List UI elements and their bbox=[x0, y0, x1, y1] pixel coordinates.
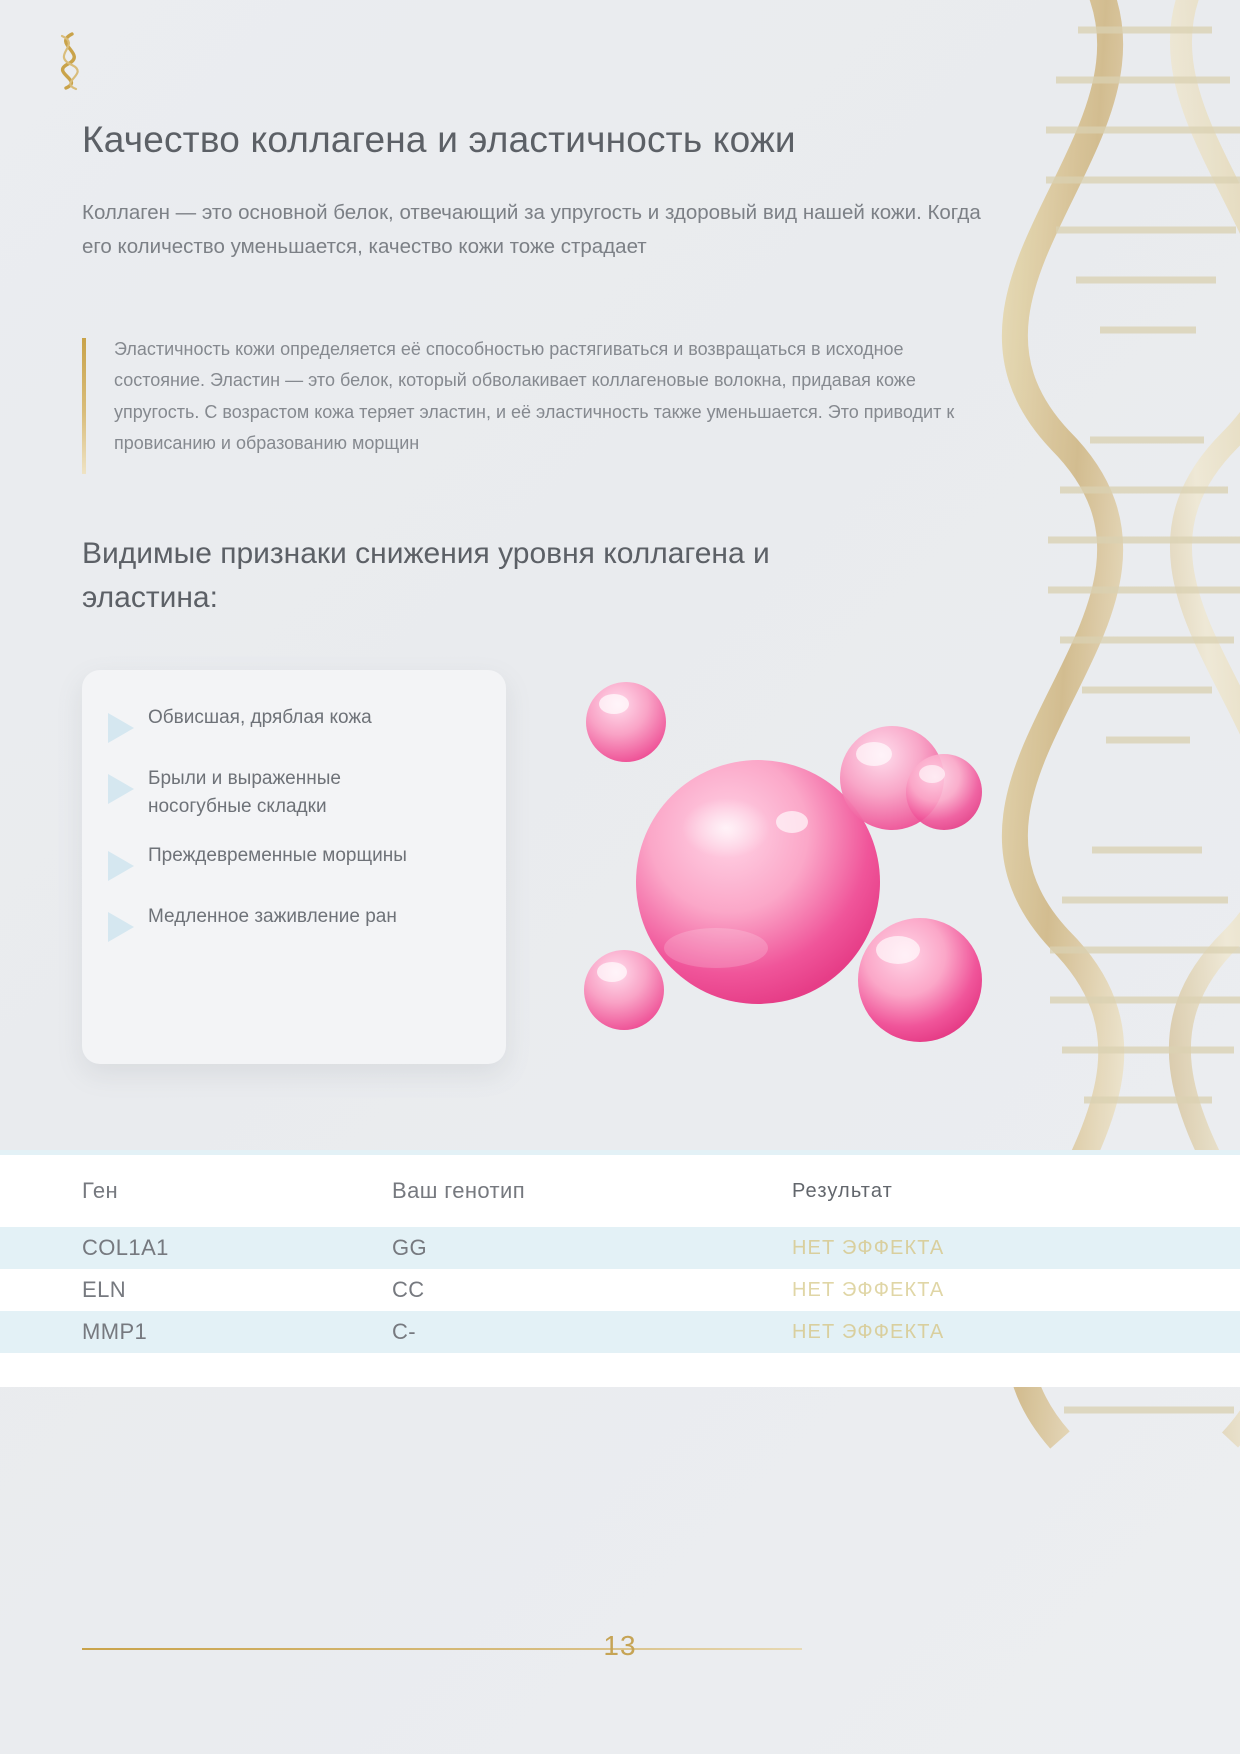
signs-card bbox=[82, 670, 506, 1064]
cell-genotype: CC bbox=[392, 1277, 425, 1302]
list-item-label: Брыли и выраженные носогубные складки bbox=[148, 768, 341, 817]
status-badge: НЕТ ЭФФЕКТА bbox=[792, 1278, 945, 1301]
status-badge: НЕТ ЭФФЕКТА bbox=[792, 1320, 945, 1343]
cell-genotype: C- bbox=[392, 1319, 417, 1344]
column-header-genotype: Ваш генотип bbox=[392, 1178, 526, 1203]
lead-paragraph: Коллаген — это основной белок, отвечающий за упругость и здоровый вид нашей кожи. Когда его количество уменьшается, качество кожи тоже страдает bbox=[82, 201, 981, 259]
cell-gene: MMP1 bbox=[82, 1319, 148, 1344]
page-number: 13 bbox=[603, 1630, 637, 1661]
list-item bbox=[108, 842, 478, 881]
table-row bbox=[0, 1311, 1240, 1353]
list-item bbox=[108, 903, 478, 942]
cell-genotype: GG bbox=[392, 1235, 428, 1260]
dna-helix-logo bbox=[42, 30, 98, 92]
list-item bbox=[108, 704, 478, 743]
list-item-label: Обвисшая, дряблая кожа bbox=[148, 707, 372, 728]
quote-block: Эластичность кожи определяется её способностью растягиваться и возвращаться в исходное состояние. Эластин — это белок, который обволакивает коллагеновые волокна, придавая коже упругость. С возрастом кожа теряет эластин, и её эластичность также уменьшается. Это приводит к провисанию и образованию морщин bbox=[82, 334, 962, 459]
status-badge: НЕТ ЭФФЕКТА bbox=[792, 1236, 945, 1259]
genotype-table bbox=[0, 1150, 1240, 1387]
signs-section-title: Видимые признаки снижения уровня коллагена и эластина: bbox=[82, 537, 770, 614]
table-row bbox=[0, 1269, 1240, 1311]
list-item-label: Преждевременные морщины bbox=[148, 845, 407, 867]
cell-gene: ELN bbox=[82, 1277, 126, 1302]
triangle-right-icon bbox=[108, 774, 134, 804]
triangle-right-icon bbox=[108, 713, 134, 743]
cell-gene: COL1A1 bbox=[82, 1235, 169, 1260]
table-header-row bbox=[0, 1155, 1240, 1227]
table-bottom-spacer bbox=[0, 1353, 1240, 1387]
page-title: Качество коллагена и эластичность кожи bbox=[82, 119, 796, 160]
pink-collagen-bubbles-illustration bbox=[540, 650, 1060, 1090]
triangle-right-icon bbox=[108, 912, 134, 942]
column-header-result: Результат bbox=[792, 1179, 893, 1202]
list-item-label: Медленное заживление ран bbox=[148, 906, 397, 928]
list-item bbox=[108, 765, 478, 820]
triangle-right-icon bbox=[108, 851, 134, 881]
table-row bbox=[0, 1227, 1240, 1269]
column-header-gene: Ген bbox=[82, 1178, 119, 1203]
